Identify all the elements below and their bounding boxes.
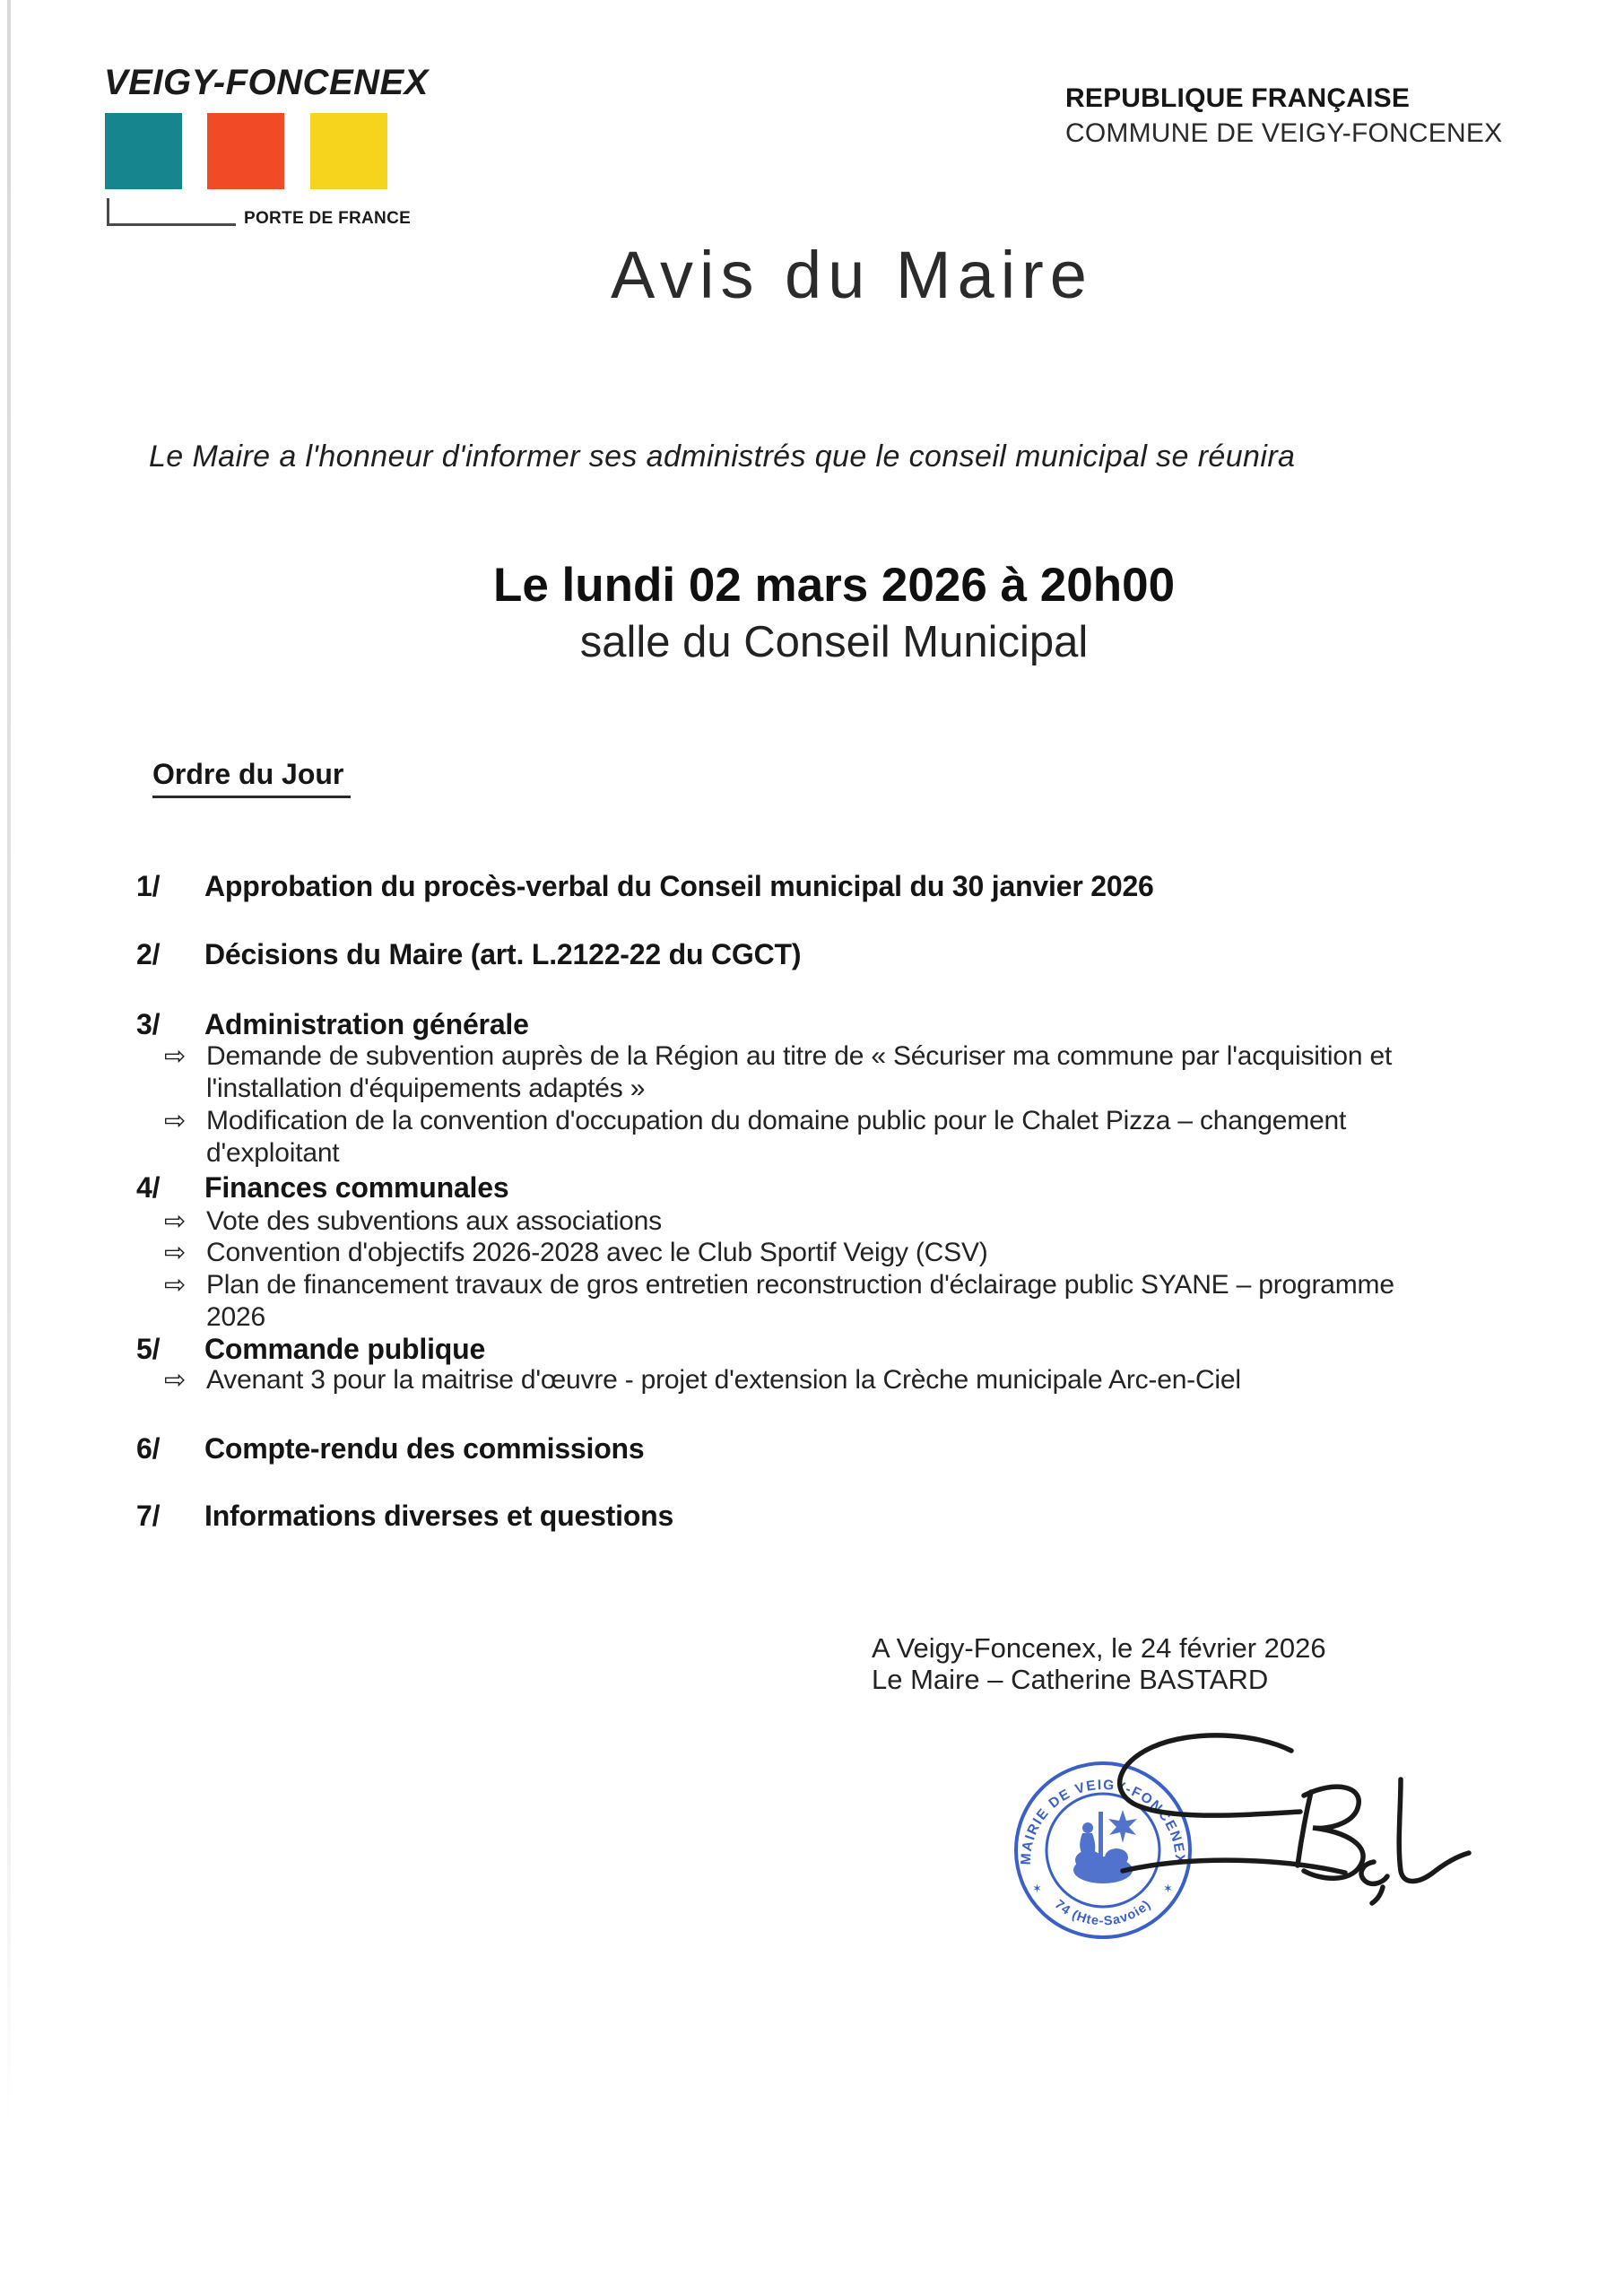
bullet-text: Modification de la convention d'occupation du domaine public pour le Chalet Pizza – changement d'exploitant [206, 1106, 1347, 1168]
item-number: 1/ [136, 870, 161, 902]
commune-line: COMMUNE DE VEIGY-FONCENEX [1065, 118, 1503, 148]
seal-star-right: ✶ [1163, 1882, 1173, 1895]
bullet-text: Convention d'objectifs 2026-2028 avec le Club Sportif Veigy (CSV) [206, 1238, 988, 1267]
meeting-location: salle du Conseil Municipal [579, 618, 1089, 666]
meeting-datetime: Le lundi 02 mars 2026 à 20h00 [492, 559, 1176, 612]
seal-top-text: MAIRIE DE VEIGY-FONCENEX [1018, 1777, 1188, 1866]
logo-square-teal [105, 113, 182, 189]
intro-line: Le Maire a l'honneur d'informer ses administrés que le conseil municipal se réunira [149, 439, 1296, 474]
republic-line: REPUBLIQUE FRANÇAISE [1065, 83, 1411, 113]
logo-rule-horizontal [107, 223, 236, 226]
logo-tagline: PORTE DE FRANCE [244, 209, 412, 228]
seal-star-left: ✶ [1032, 1882, 1042, 1895]
logo-square-orange [207, 113, 284, 189]
item-number: 3/ [136, 1008, 161, 1040]
bullet-text: Avenant 3 pour la maitrise d'œuvre - projet d'extension la Crèche municipale Arc-en-Ciel [206, 1365, 1241, 1395]
logo-title: VEIGY-FONCENEX [104, 63, 429, 102]
signoff-signatory: Le Maire – Catherine BASTARD [872, 1664, 1269, 1695]
arrow-bullet-icon: ⇨ [164, 1239, 187, 1267]
scan-artifact-line [7, 0, 11, 2126]
item-label: Finances communales [204, 1171, 509, 1204]
item-label: Compte-rendu des commissions [204, 1432, 645, 1465]
item-label: Commande publique [204, 1333, 486, 1365]
logo-square-yellow [310, 113, 387, 189]
signature [1076, 1718, 1489, 1911]
item-label: Informations diverses et questions [204, 1500, 674, 1532]
signoff-block [872, 1632, 1326, 1695]
arrow-bullet-icon: ⇨ [164, 1042, 187, 1071]
logo-rule-vertical [107, 198, 109, 226]
agenda-heading-text: Ordre du Jour [152, 758, 351, 798]
bullet-text: Plan de financement travaux de gros entretien reconstruction d'éclairage public SYANE – programme 2026 [206, 1270, 1394, 1332]
arrow-bullet-icon: ⇨ [164, 1366, 187, 1395]
item-number: 2/ [136, 938, 161, 970]
item-number: 4/ [136, 1171, 161, 1204]
seal-bottom-text: 74 (Hte-Savoie) [1051, 1897, 1155, 1929]
bullet-text: Vote des subventions aux associations [206, 1206, 662, 1236]
page-title: Avis du Maire [611, 238, 1093, 312]
arrow-bullet-icon: ⇨ [164, 1207, 187, 1236]
signoff-place-date: A Veigy-Foncenex, le 24 février 2026 [872, 1632, 1326, 1664]
bullet-text: Demande de subvention auprès de la Région au titre de « Sécuriser ma commune par l'acquisition et l'installation d'équipements adaptés » [206, 1041, 1393, 1103]
republic-header [1065, 81, 1502, 151]
item-label: Approbation du procès-verbal du Conseil municipal du 30 janvier 2026 [204, 870, 1154, 902]
item-label: Décisions du Maire (art. L.2122-22 du CGCT) [204, 938, 802, 970]
item-label: Administration générale [204, 1008, 529, 1040]
item-number: 7/ [136, 1500, 161, 1532]
agenda-heading [152, 758, 351, 798]
arrow-bullet-icon: ⇨ [164, 1271, 187, 1300]
item-number: 6/ [136, 1432, 161, 1465]
arrow-bullet-icon: ⇨ [164, 1107, 187, 1135]
item-number: 5/ [136, 1333, 161, 1365]
